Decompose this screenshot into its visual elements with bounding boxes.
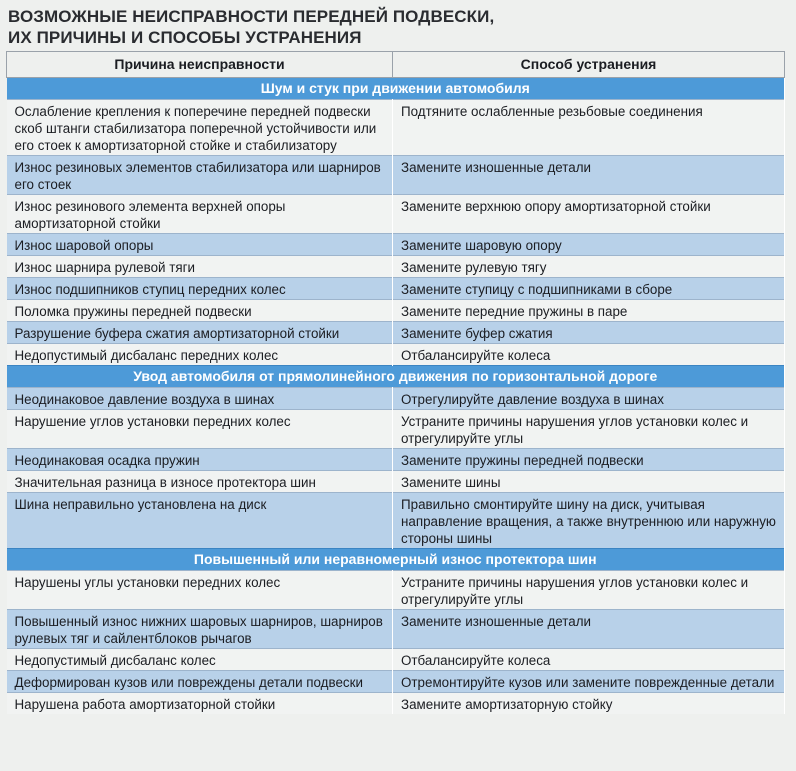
remedy-cell: Устраните причины нарушения углов установки колес и отрегулируйте углы bbox=[393, 410, 785, 449]
remedy-cell: Правильно смонтируйте шину на диск, учитывая направление вращения, а также внутреннюю или наружную стороны шины bbox=[393, 493, 785, 549]
cause-cell: Нарушены углы установки передних колес bbox=[7, 571, 393, 610]
cause-cell: Износ резиновых элементов стабилизатора или шарниров его стоек bbox=[7, 156, 393, 195]
cause-cell: Износ подшипников ступиц передних колес bbox=[7, 278, 393, 300]
table-row bbox=[7, 671, 785, 693]
remedy-cell: Замените буфер сжатия bbox=[393, 322, 785, 344]
remedy-cell: Замените изношенные детали bbox=[393, 156, 785, 195]
cause-cell: Нарушена работа амортизаторной стойки bbox=[7, 693, 393, 715]
table-row bbox=[7, 410, 785, 449]
cause-cell: Нарушение углов установки передних колес bbox=[7, 410, 393, 449]
cause-cell: Поломка пружины передней подвески bbox=[7, 300, 393, 322]
section-header bbox=[7, 366, 785, 388]
cause-cell: Неодинаковая осадка пружин bbox=[7, 449, 393, 471]
section-header bbox=[7, 78, 785, 100]
remedy-cell: Отбалансируйте колеса bbox=[393, 344, 785, 366]
malfunctions-table bbox=[6, 51, 785, 714]
remedy-cell: Замените изношенные детали bbox=[393, 610, 785, 649]
title-line-2: ИХ ПРИЧИНЫ И СПОСОБЫ УСТРАНЕНИЯ bbox=[8, 28, 362, 47]
table-row bbox=[7, 344, 785, 366]
cause-cell: Деформирован кузов или повреждены детали подвески bbox=[7, 671, 393, 693]
cause-cell: Значительная разница в износе протектора шин bbox=[7, 471, 393, 493]
section-title: Шум и стук при движении автомобиля bbox=[7, 78, 785, 100]
table-row bbox=[7, 493, 785, 549]
cause-cell: Разрушение буфера сжатия амортизаторной стойки bbox=[7, 322, 393, 344]
header-remedy: Способ устранения bbox=[393, 52, 785, 78]
cause-cell: Неодинаковое давление воздуха в шинах bbox=[7, 388, 393, 410]
table-row bbox=[7, 649, 785, 671]
remedy-cell: Подтяните ослабленные резьбовые соединения bbox=[393, 100, 785, 156]
table-row bbox=[7, 388, 785, 410]
table-row bbox=[7, 693, 785, 715]
remedy-cell: Отрегулируйте давление воздуха в шинах bbox=[393, 388, 785, 410]
table-row bbox=[7, 300, 785, 322]
remedy-cell: Замените рулевую тягу bbox=[393, 256, 785, 278]
section-header bbox=[7, 549, 785, 571]
table-row bbox=[7, 322, 785, 344]
section-title: Повышенный или неравномерный износ протектора шин bbox=[7, 549, 785, 571]
cause-cell: Ослабление крепления к поперечине передней подвески скоб штанги стабилизатора поперечной устойчивости или его стоек к амортизаторной стойке и стабилизатору bbox=[7, 100, 393, 156]
title-line-1: ВОЗМОЖНЫЕ НЕИСПРАВНОСТИ ПЕРЕДНЕЙ ПОДВЕСКИ, bbox=[8, 7, 495, 26]
header-row bbox=[7, 52, 785, 78]
header-cause: Причина неисправности bbox=[7, 52, 393, 78]
remedy-cell: Замените передние пружины в паре bbox=[393, 300, 785, 322]
remedy-cell: Замените пружины передней подвески bbox=[393, 449, 785, 471]
table-row bbox=[7, 256, 785, 278]
table-row bbox=[7, 234, 785, 256]
remedy-cell: Отбалансируйте колеса bbox=[393, 649, 785, 671]
cause-cell: Износ шаровой опоры bbox=[7, 234, 393, 256]
cause-cell: Недопустимый дисбаланс передних колес bbox=[7, 344, 393, 366]
cause-cell: Недопустимый дисбаланс колес bbox=[7, 649, 393, 671]
page-title bbox=[8, 6, 788, 48]
table-row bbox=[7, 156, 785, 195]
table-row bbox=[7, 571, 785, 610]
remedy-cell: Замените шаровую опору bbox=[393, 234, 785, 256]
remedy-cell: Замените шины bbox=[393, 471, 785, 493]
table-row bbox=[7, 610, 785, 649]
cause-cell: Шина неправильно установлена на диск bbox=[7, 493, 393, 549]
table-row bbox=[7, 449, 785, 471]
table-row bbox=[7, 278, 785, 300]
section-title: Увод автомобиля от прямолинейного движения по горизонтальной дороге bbox=[7, 366, 785, 388]
remedy-cell: Отремонтируйте кузов или замените поврежденные детали bbox=[393, 671, 785, 693]
remedy-cell: Замените ступицу с подшипниками в сборе bbox=[393, 278, 785, 300]
remedy-cell: Устраните причины нарушения углов установки колес и отрегулируйте углы bbox=[393, 571, 785, 610]
remedy-cell: Замените амортизаторную стойку bbox=[393, 693, 785, 715]
table-row bbox=[7, 100, 785, 156]
cause-cell: Повышенный износ нижних шаровых шарниров, шарниров рулевых тяг и сайлентблоков рычагов bbox=[7, 610, 393, 649]
table-row bbox=[7, 471, 785, 493]
table-row bbox=[7, 195, 785, 234]
cause-cell: Износ резинового элемента верхней опоры амортизаторной стойки bbox=[7, 195, 393, 234]
remedy-cell: Замените верхнюю опору амортизаторной стойки bbox=[393, 195, 785, 234]
cause-cell: Износ шарнира рулевой тяги bbox=[7, 256, 393, 278]
